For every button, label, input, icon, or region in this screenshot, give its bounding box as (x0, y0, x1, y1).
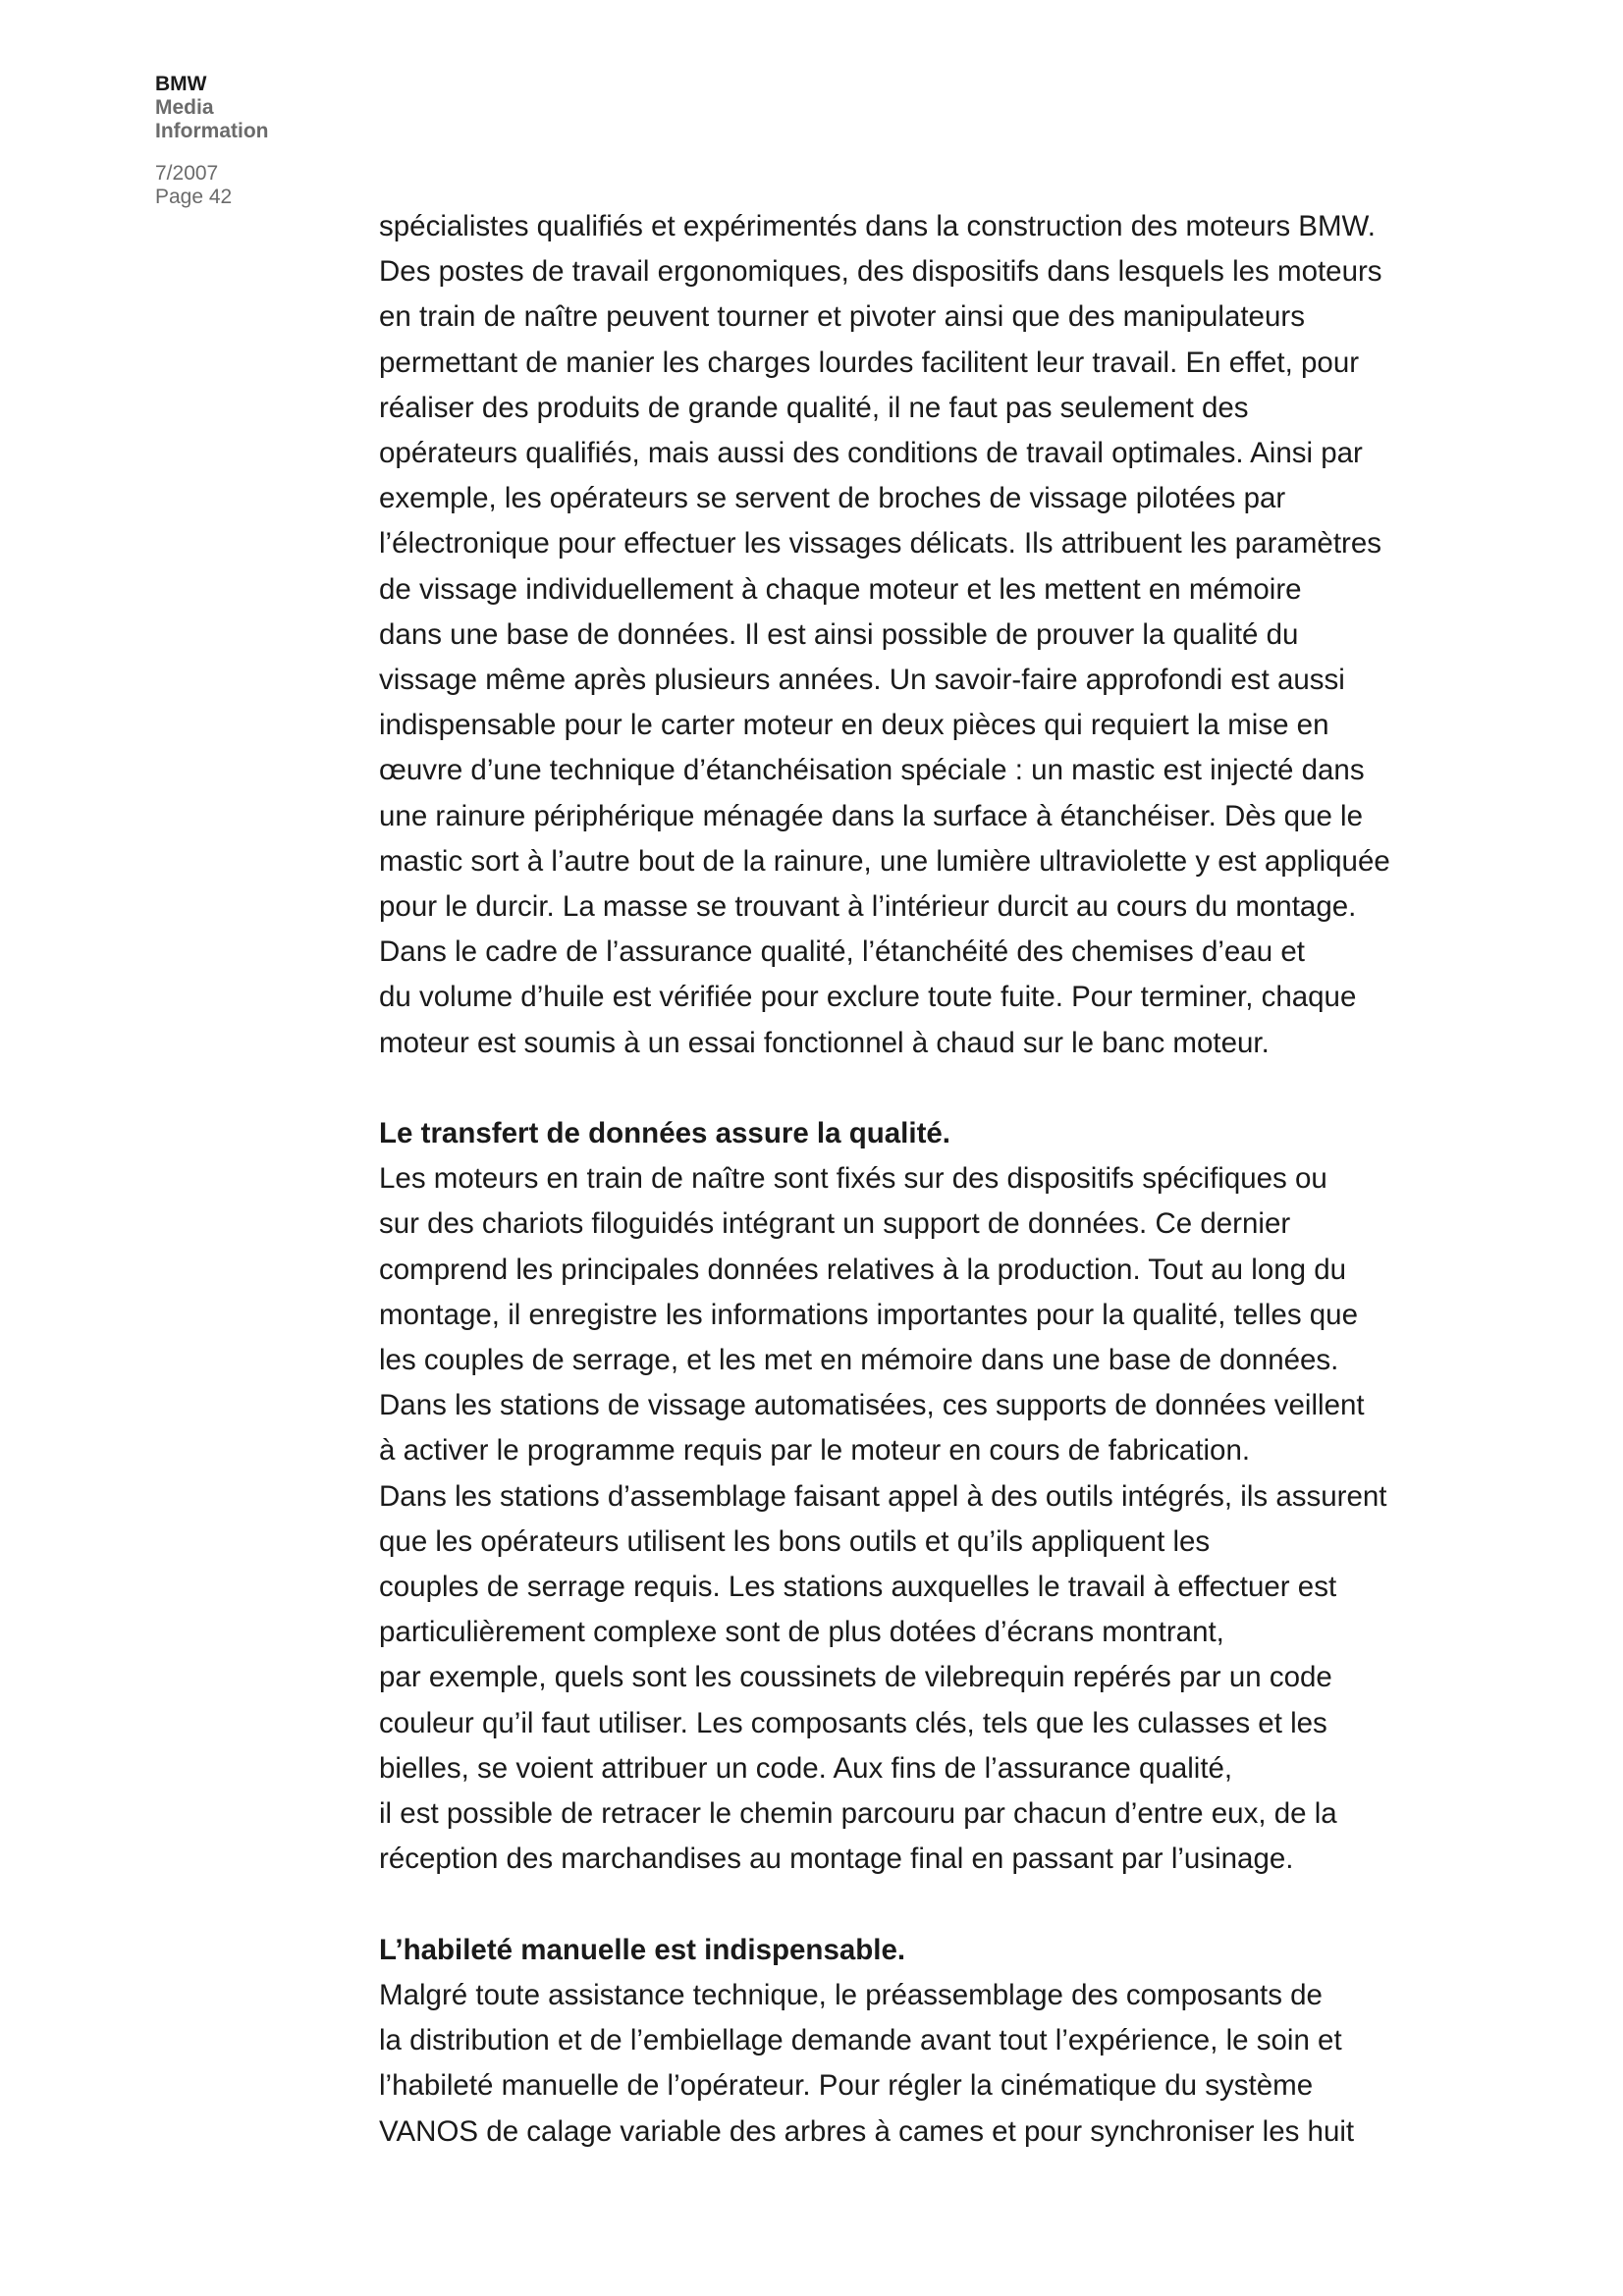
text-line: les couples de serrage, et les met en mémoire dans une base de données. (379, 1344, 1339, 1377)
paragraph-spacer (379, 1883, 1410, 1928)
text-line: à activer le programme requis par le moteur en cours de fabrication. (379, 1434, 1251, 1468)
brand-subtitle-information: Information (155, 120, 269, 142)
text-line: il est possible de retracer le chemin parcouru par chacun d’entre eux, de la (379, 1797, 1337, 1831)
text-line: couleur qu’il faut utiliser. Les composants clés, tels que les culasses et les (379, 1706, 1327, 1739)
text-line: vissage même après plusieurs années. Un savoir-faire approfondi est aussi (379, 664, 1345, 697)
text-line: Dans le cadre de l’assurance qualité, l’étanchéité des chemises d’eau et (379, 935, 1305, 969)
text-line: de vissage individuellement à chaque moteur et les mettent en mémoire (379, 572, 1302, 606)
document-header (155, 73, 352, 209)
text-line: mastic sort à l’autre bout de la rainure, une lumière ultraviolette y est appliquée (379, 844, 1390, 878)
text-line: permettant de manier les charges lourdes facilitent leur travail. En effet, pour (379, 346, 1360, 379)
text-line: comprend les principales données relatives à la production. Tout au long du (379, 1253, 1347, 1286)
section-3 (379, 1928, 1410, 2155)
text-line: du volume d’huile est vérifiée pour exclure toute fuite. Pour terminer, chaque (379, 981, 1357, 1014)
text-line: VANOS de calage variable des arbres à cames et pour synchroniser les huit (379, 2114, 1355, 2148)
brand-subtitle-media: Media (155, 96, 214, 119)
text-line: particulièrement complexe sont de plus dotées d’écrans montrant, (379, 1616, 1224, 1649)
text-line: dans une base de données. Il est ainsi possible de prouver la qualité du (379, 617, 1299, 651)
brand-name: BMW (155, 73, 207, 95)
section-heading: Le transfert de données assure la qualité. (379, 1117, 950, 1150)
text-line: réception des marchandises au montage final en passant par l’usinage. (379, 1842, 1294, 1876)
text-line: Les moteurs en train de naître sont fixés sur des dispositifs spécifiques ou (379, 1162, 1327, 1196)
paragraph-1 (379, 204, 1410, 1066)
page-number: Page 42 (155, 186, 233, 208)
text-line: bielles, se voient attribuer un code. Aux fins de l’assurance qualité, (379, 1751, 1233, 1785)
text-line: en train de naître peuvent tourner et pivoter ainsi que des manipulateurs (379, 300, 1305, 334)
text-line: l’électronique pour effectuer les vissages délicats. Ils attribuent les paramètres (379, 527, 1382, 561)
text-line: une rainure périphérique ménagée dans la surface à étanchéiser. Dès que le (379, 799, 1364, 832)
text-line: Dans les stations d’assemblage faisant appel à des outils intégrés, ils assurent (379, 1479, 1387, 1513)
text-line: indispensable pour le carter moteur en deux pièces qui requiert la mise en (379, 709, 1329, 742)
document-date: 7/2007 (155, 162, 219, 185)
text-line: Malgré toute assistance technique, le préassemblage des composants de (379, 1978, 1323, 2011)
text-line: réaliser des produits de grande qualité, il ne faut pas seulement des (379, 391, 1249, 424)
section-2 (379, 1111, 1410, 1882)
text-line: Des postes de travail ergonomiques, des dispositifs dans lesquels les moteurs (379, 255, 1382, 289)
text-line: par exemple, quels sont les coussinets de vilebrequin repérés par un code (379, 1661, 1332, 1694)
text-line: spécialistes qualifiés et expérimentés dans la construction des moteurs BMW. (379, 210, 1376, 242)
text-line: que les opérateurs utilisent les bons outils et qu’ils appliquent les (379, 1524, 1211, 1558)
text-line: opérateurs qualifiés, mais aussi des conditions de travail optimales. Ainsi par (379, 437, 1363, 470)
text-line: l’habileté manuelle de l’opérateur. Pour régler la cinématique du système (379, 2069, 1314, 2103)
text-line: montage, il enregistre les informations importantes pour la qualité, telles que (379, 1298, 1358, 1331)
text-line: œuvre d’une technique d’étanchéisation spéciale : un mastic est injecté dans (379, 754, 1365, 787)
text-line: moteur est soumis à un essai fonctionnel à chaud sur le banc moteur. (379, 1026, 1270, 1059)
text-line: exemple, les opérateurs se servent de broches de vissage pilotées par (379, 482, 1286, 515)
paragraph-spacer (379, 1066, 1410, 1111)
body-text (379, 204, 1410, 2155)
text-line: la distribution et de l’embiellage demande avant tout l’expérience, le soin et (379, 2024, 1342, 2057)
text-line: couples de serrage requis. Les stations auxquelles le travail à effectuer est (379, 1571, 1337, 1604)
document-meta (155, 162, 352, 209)
section-heading: L’habileté manuelle est indispensable. (379, 1933, 906, 1966)
text-line: Dans les stations de vissage automatisées, ces supports de données veillent (379, 1389, 1365, 1422)
text-line: pour le durcir. La masse se trouvant à l’intérieur durcit au cours du montage. (379, 890, 1357, 924)
text-line: sur des chariots filoguidés intégrant un support de données. Ce dernier (379, 1207, 1291, 1241)
